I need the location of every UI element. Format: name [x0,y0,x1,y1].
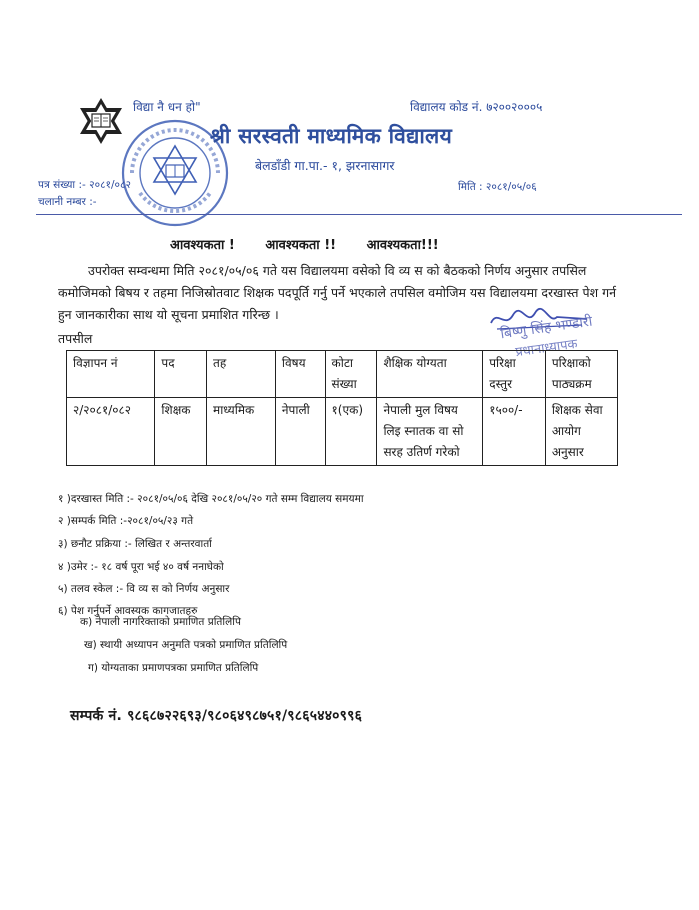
notice-body-text: उपरोक्त सम्वन्धमा मिति २०८१/०५/०६ गते यस विद्यालयमा वसेको वि व्य स को बैठकको निर्णय अनुसार तपसिल कमोजिमको बिषय र तहमा निजिस्रोतवाट शिक्षक पदपूर्ति गर्नु पर्ने भएकाले तपसिल वमोजिम यस विद्यालयमा दरखास्त पेश गर्न हुन जानकारीका साथ यो सूचना प्रमाशित गरिन्छ । [58,263,617,322]
column-header: विषय [275,351,325,398]
table-cell: शिक्षक सेवा आयोग अनुसार [545,398,617,466]
school-name: श्री सरस्वती माध्यमिक विद्यालय [210,124,453,148]
headline-part: आवश्यकता ! [170,238,235,253]
condition-item: २ )सम्पर्क मिति :-२०८१/०५/२३ गते [58,515,194,527]
school-emblem-logo [78,96,124,146]
column-header: पद [155,351,207,398]
document-item: क) नेपाली नागरिक्ताको प्रमाणित प्रतिलिपि [80,616,241,628]
contact-numbers: सम्पर्क नं. ९८६८७२२६९३/९८०६४९८७५१/९८६५४४०९९६ [70,708,363,724]
table-cell: नेपाली मुल विषय लिइ स्नातक वा सो सरह उतिर्ण गरेको [377,398,483,466]
school-address: बेलडाँडी गा.पा.- १, झरनासागर [255,158,395,173]
letter-date: मिति : २०८१/०५/०६ [458,181,537,193]
document-item: ख) स्थायी अध्यापन अनुमति पत्रको प्रमाणित प्रतिलिपि [84,639,288,651]
header-divider [36,214,682,215]
school-motto: विद्या नै धन हो" [133,100,201,114]
headline-part: आवश्यकता !! [265,238,337,253]
letter-reference-number: पत्र संख्या :- २०८१/०८२ [38,179,131,191]
table-cell: माध्यमिक [207,398,276,466]
table-row [67,398,618,466]
signatory-title: प्रधानाध्यापक [514,336,579,361]
column-header: परिक्षाको पाठ्यक्रम [545,351,617,398]
table-cell: १५००/- [483,398,546,466]
table-cell: १(एक) [325,398,377,466]
dispatch-number: चलानी नम्बर :- [38,196,97,208]
table-cell: शिक्षक [155,398,207,466]
document-item: ग) योग्यताका प्रमाणपत्रका प्रमाणित प्रतिलिपि [88,662,259,674]
vacancy-table [66,350,618,466]
details-heading: तपसील [58,331,93,346]
column-header: कोटा संख्या [325,351,377,398]
column-header: परिक्षा दस्तुर [483,351,546,398]
condition-item: ३) छनौट प्रक्रिया :- लिखित र अन्तरवार्ता [58,538,212,550]
condition-item: ४ )उमेर :- १८ वर्ष पूरा भई ४० वर्ष ननाघेको [58,561,224,573]
notice-headline [170,235,465,253]
condition-item: ६) पेश गर्नुपर्ने आवस्यक कागजातहरु [58,605,198,617]
column-header: शैक्षिक योग्यता [377,351,483,398]
condition-item: १ )दरखास्त मिति :- २०८१/०५/०६ देखि २०८१/०५/२० गते सम्म विद्यालय समयमा [58,493,364,505]
column-header: विज्ञापन नं [67,351,155,398]
condition-item: ५) तलव स्केल :- वि व्य स को निर्णय अनुसार [58,583,230,595]
table-header-row [67,351,618,398]
school-code: विद्यालय कोड नं. ७२००२०००५ [410,100,543,114]
headline-part: आवश्यकता!!! [366,238,439,253]
column-header: तह [207,351,276,398]
table-cell: २/२०८१/०८२ [67,398,155,466]
signatory-name: बिष्णु सिंह भण्डारी [499,313,594,343]
table-cell: नेपाली [275,398,325,466]
